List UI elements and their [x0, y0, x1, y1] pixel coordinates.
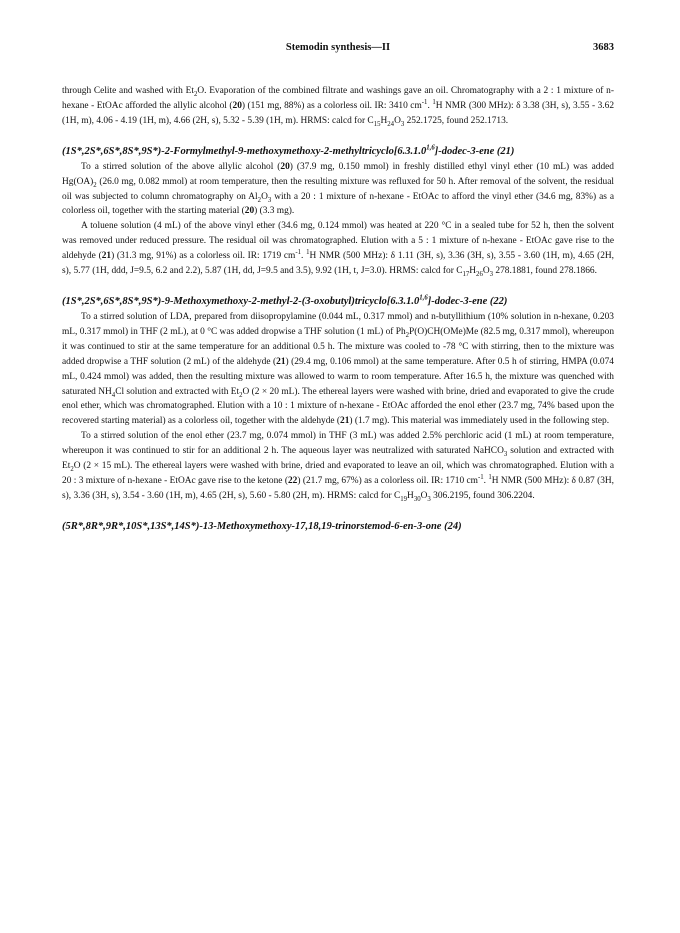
compound-heading-24: (5R*,8R*,9R*,10S*,13S*,14S*)-13-Methoxymethoxy-17,18,19-trinorstemod-6-en-3-one (24) [62, 520, 462, 532]
compound-ref: 20 [280, 161, 290, 172]
compound-ref: 20 [244, 206, 255, 217]
compound-ref: 21 [276, 356, 286, 367]
running-header [62, 42, 614, 56]
compound-heading-21: (1S*,2S*,6S*,8S*,9S*)-2-Formylmethyl-9-methoxymethoxy-2-methyltricyclo[6.3.1.0$^{1,6}$]-dodec-3-ene (21) [62, 144, 515, 157]
paragraph-aldehyde-21: A toluene solution (4 mL) of the above vinyl ether (34.6 mg, 0.124 mmol) was heated at 220 °C in a sealed tube for 52 h, then the solvent was removed under reduced pressure. The residual oil was chromatographed. Elution with a 5 : 1 mixture of n-hexane - EtOAc gave rise to the aldehyde (21) (31.3 mg, 91%) as a colorless oil. IR: 1719 $cm^{-1}$. $^1$H NMR (500 MHz): δ 1.11 (3H, s), 3.36 (3H, s), 3.55 - 3.60 (1H, m), 4.65 (2H, s), 5.77 (1H, ddd, J=9.5, 6.2 and 2.2), 5.87 (1H, dd, J=9.5 and 3.5), 9.92 (1H, t, J=3.0). HRMS: calcd for $C_{17}H_{26}O_3$ 278.1881, found 278.1866. [62, 221, 614, 278]
paragraph-allylic-alcohol-20: through Celite and washed with $Et_2O$. Evaporation of the combined filtrate and washings gave an oil. Chromatography with a 2 : 1 mixture of n-hexane - EtOAc afforded the allylic alcohol (20) (151 mg, 88%) as a colorless oil. IR: 3410 $cm^{-1}$. $^1$H NMR (300 MHz): δ 3.38 (3H, s), 3.55 - 3.62 (1H, m), 4.06 - 4.19 (1H, m), 4.66 (2H, s), 5.32 - 5.39 (1H, m). HRMS: calcd for $C_{15}H_{24}O_3$ 252.1725, found 252.1713. [62, 86, 615, 128]
paragraph-enol-ether: To a stirred solution of LDA, prepared from diisopropylamine (0.044 mL, 0.317 mmol) and n-butyllithium (10% solution in n-hexane, 0.203 mL, 0.317 mmol) in THF (2 mL), at 0 °C was added dropwise a THF solution (1 mL) of $Ph_2P(O)CH(OMe)Me$ (82.5 mg, 0.317 mmol), whereupon it was continued to stir at the same temperature for an additional 0.5 h. The mixture was cooled to -78 °C with stirring, then to the mixture was added dropwise a THF solution (2 mL) of the aldehyde (21) (29.4 mg, 0.106 mmol) at the same temperature. After 0.5 h of stirring, HMPA (0.074 mL, 0.424 mmol) was added, then the resulting mixture was allowed to warm to room temperature. After 16.5 h, the mixture was quenched with saturated $NH_4Cl$ solution and extracted with $Et_2O$ (2 × 20 mL). The ethereal layers were washed with brine, dried and evaporated to give the crude enol ether, which was chromatographed. Elution with a 10 : 1 mixture of n-hexane - EtOAc afforded the enol ether (23.7 mg, 74% based upon the recovered starting material) as a colorless oil, together with the aldehyde (21) (1.7 mg). This material was immediately used in the following step. [62, 311, 615, 427]
compound-ref: 21 [101, 251, 112, 262]
page-number: 3683 [593, 42, 614, 53]
compound-ref: 22 [287, 475, 298, 486]
running-title: Stemodin synthesis—II [285, 42, 391, 53]
compound-ref: 21 [340, 416, 350, 427]
compound-heading-22: (1S*,2S*,6S*,8S*,9S*)-9-Methoxymethoxy-2-methyl-2-(3-oxobutyl)tricyclo[6.3.1.0$^{1,6}$]-dodec-3-ene (22) [62, 294, 508, 307]
paragraph-vinyl-ether: To a stirred solution of the above allylic alcohol (20) (37.9 mg, 0.150 mmol) in freshly distilled ethyl vinyl ether (10 mL) was added $Hg(OA)_2$ (26.0 mg, 0.082 mmol) at room temperature, then the resulting mixture was refluxed for 50 h. After removal of the solvent, the residual oil was subjected to column chromatography on $Al_2O_3$ with a 20 : 1 mixture of n-hexane - EtOAc to afford the vinyl ether (34.6 mg, 83%) as a colorless oil, together with the starting material (20) (3.3 mg). [62, 161, 614, 217]
compound-ref: 20 [232, 100, 242, 111]
paragraph-ketone-22: To a stirred solution of the enol ether (23.7 mg, 0.074 mmol) in THF (3 mL) was added 2.5% perchloric acid (1 mL) at room temperature, whereupon it was continued to stir for an additional 2 h. The aqueous layer was neutralized with saturated NaHCO$_3$ solution and extracted with $Et_2O$ (2 × 15 mL). The ethereal layers were washed with brine, dried and evaporated to leave an oil, which was chromatographed. Elution with a 20 : 3 mixture of n-hexane - EtOAc gave rise to the ketone (22) (21.7 mg, 67%) as a colorless oil. IR: 1710 $cm^{-1}$. $^1$H NMR (500 MHz): δ 0.87 (3H, s), 3.36 (3H, s), 3.54 - 3.60 (1H, m), 4.65 (2H, s), 5.60 - 5.80 (2H, m). HRMS: calcd for $C_{19}H_{30}O_3$ 306.2195, found 306.2204. [62, 431, 615, 503]
article-body [62, 84, 614, 534]
